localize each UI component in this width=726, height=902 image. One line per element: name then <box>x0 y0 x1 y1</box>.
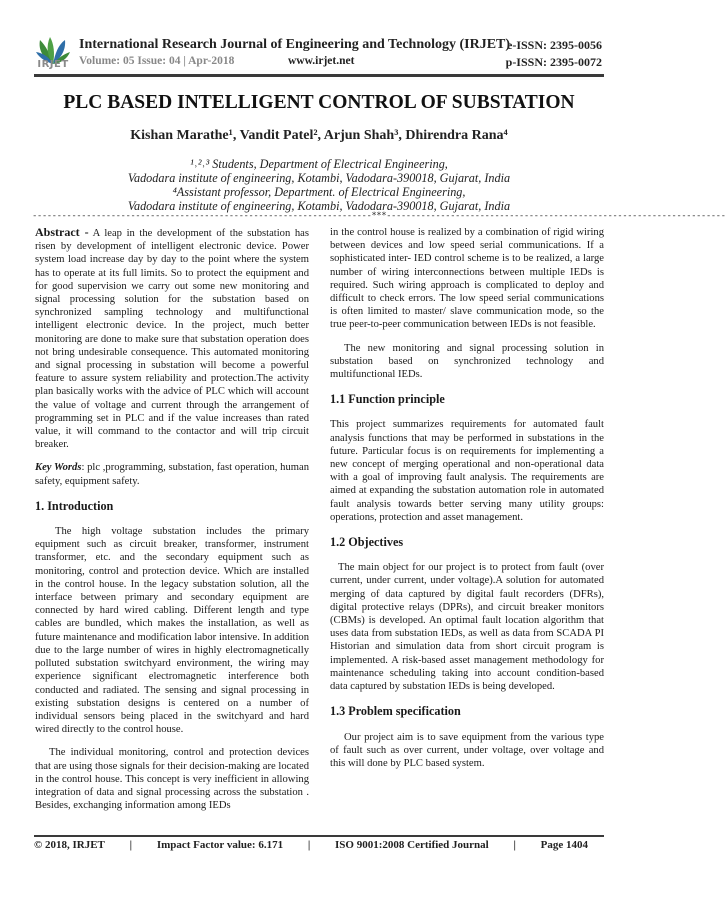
affiliation-line-3: ⁴Assistant professor, Department. of Electrical Engineering, <box>172 185 466 199</box>
footer-impact-factor: Impact Factor value: 6.171 <box>156 839 284 851</box>
footer-divider: | <box>307 839 311 851</box>
logo-text: IRJET <box>37 59 69 70</box>
footer-copyright: © 2018, IRJET <box>34 839 105 851</box>
left-column <box>35 226 309 822</box>
page-footer <box>34 839 604 851</box>
footer-page-number: Page 1404 <box>540 839 589 851</box>
paper-authors: Kishan Marathe¹, Vandit Patel², Arjun Shah³, Dhirendra Rana⁴ <box>130 128 508 143</box>
function-principle-paragraph: This project summarizes requirements for automated fault analysis functions that may be performed in substations in the future. Particular focus is on requirements for implementing a new concept of merging operational and non-operational data with a goal of improving fault analysis. The requirements are aimed at expanding the substation automation role in automated fault analysis towards better serving many utility groups: operations, protection and asset management. <box>330 419 604 523</box>
journal-website-link[interactable]: www.irjet.net <box>288 55 355 67</box>
affiliation-line-2: Vadodara institute of engineering, Kotambi, Vadodara-390018, Gujarat, India <box>127 171 511 185</box>
right-column <box>330 226 604 780</box>
footer-rule <box>34 835 604 837</box>
header-rule <box>34 74 604 77</box>
problem-specification-heading: 1.3 Problem specification <box>330 704 461 719</box>
paper-title: PLC BASED INTELLIGENT CONTROL OF SUBSTATION <box>63 92 575 113</box>
objectives-paragraph: The main object for our project is to protect from fault (over current, under current, under voltage).A solution for automated merging of data captured by digital fault recorders (DFRs), digital protective relays (DPRs), and circuit breaker monitors (CBMs) is developed. An optimal fault location algorithm that uses data from substation IEDs, as well as data from SCADA PI Historian and simulation data from short circuit program is implemented. A risk-based asset management methodology for maintenance scheduling taking into account condition-based data captured by substation IEDs is being developed. <box>330 562 604 693</box>
affiliation-line-1: ¹˒²˒³ Students, Department of Electrical Engineering, <box>190 157 448 171</box>
function-principle-heading: 1.1 Function principle <box>330 392 445 407</box>
abstract-label: Abstract - <box>35 225 89 239</box>
problem-specification-paragraph: Our project aim is to save equipment from the various type of fault such as over current, under voltage, over voltage and this will done by PLC based system. <box>330 731 604 769</box>
abstract-text: A leap in the development of the substation has risen by development of intelligent electronic device. Power system load increase day by day to the point where the system has to operate at its full limits. So to protect the equipment and for good supervision we carry out some new monitoring and signal processing solution for the substation based on synchronized sampling technology and multifunctional intelligent electronic device. In the project, much better monitoring are done to make sure that substation operation does not bring undesirable consequence. This automated monitoring and signal processing in substation will become a powerful feature to assure system reliability and protection.The activity plan basically works with the advice of PLC which will account the value of voltage and current through the arrangement of programming set in PLC and if the value increases than rated value, it will command to the contactor and will trip circuit breaker. <box>35 228 310 451</box>
right-paragraph-1: in the control house is realized by a combination of rigid wiring between devices and low speed serial communications. If a sophisticated inter- IED control scheme is to be realized, a large number of wiring interconnections between multiple IEDs is required. Such wiring approach is complicated to deploy and difficult to check errors. The low speed serial communications is often limited to master/ slave communication mode, so the true peer-to-peer communication between IEDs is not feasible. <box>330 227 604 331</box>
keywords-label: Key Words <box>35 462 82 474</box>
introduction-heading: 1. Introduction <box>35 498 114 513</box>
abstract-paragraph <box>35 226 309 451</box>
pissn: p-ISSN: 2395-0072 <box>505 55 602 69</box>
eissn: e-ISSN: 2395-0056 <box>507 38 602 52</box>
introduction-paragraph-2: The individual monitoring, control and protection devices that are using those signals for their decision-making are located in the control house. This concept is very inefficient in allowing integration of data and signal processing across the substation . Besides, exchanging information among IEDs <box>35 747 309 812</box>
keywords-text: : plc ,programming, substation, fast operation, human safety, equipment safety. <box>35 462 309 487</box>
footer-divider: | <box>129 839 133 851</box>
introduction-paragraph-1: The high voltage substation includes the primary equipment such as circuit breaker, transformer, instrument transformer, etc. and the secondary equipment such as monitoring, control and protection device. Which are installed in the control house. In the legacy substation solution, all the interface between primary and secondary equipment are connected by hard wired cabling. Different length and type cables are bundled, which makes the installation, as well as future maintenance and modification labor intensive. In addition due to the large number of wires in highly electromagnetically polluted substation switchyard environment, the wiring may experience significant electromagnetic interference both conducted and radiated. The sensing and signal processing in existing substation designs is centered on a number of individual sensors being placed in the switchyard and hard wired directly to the control house. <box>35 526 309 736</box>
keywords-paragraph <box>35 461 309 487</box>
journal-header <box>0 0 638 78</box>
affiliation-line-4: Vadodara institute of engineering, Kotambi, Vadodara-390018, Gujarat, India <box>127 199 511 213</box>
footer-divider: | <box>513 839 516 851</box>
footer-iso: ISO 9001:2008 Certified Journal <box>335 839 489 851</box>
journal-title: International Research Journal of Engineering and Technology (IRJET) <box>79 37 511 52</box>
right-paragraph-2: The new monitoring and signal processing solution in substation based on synchronized technology and multifunctional IEDs. <box>330 342 604 381</box>
objectives-heading: 1.2 Objectives <box>330 535 404 550</box>
section-separator: ---------------------------------------------------------------------***--------------------------------------------------------------------- <box>32 211 726 221</box>
volume-issue: Volume: 05 Issue: 04 | Apr-2018 <box>79 55 235 67</box>
